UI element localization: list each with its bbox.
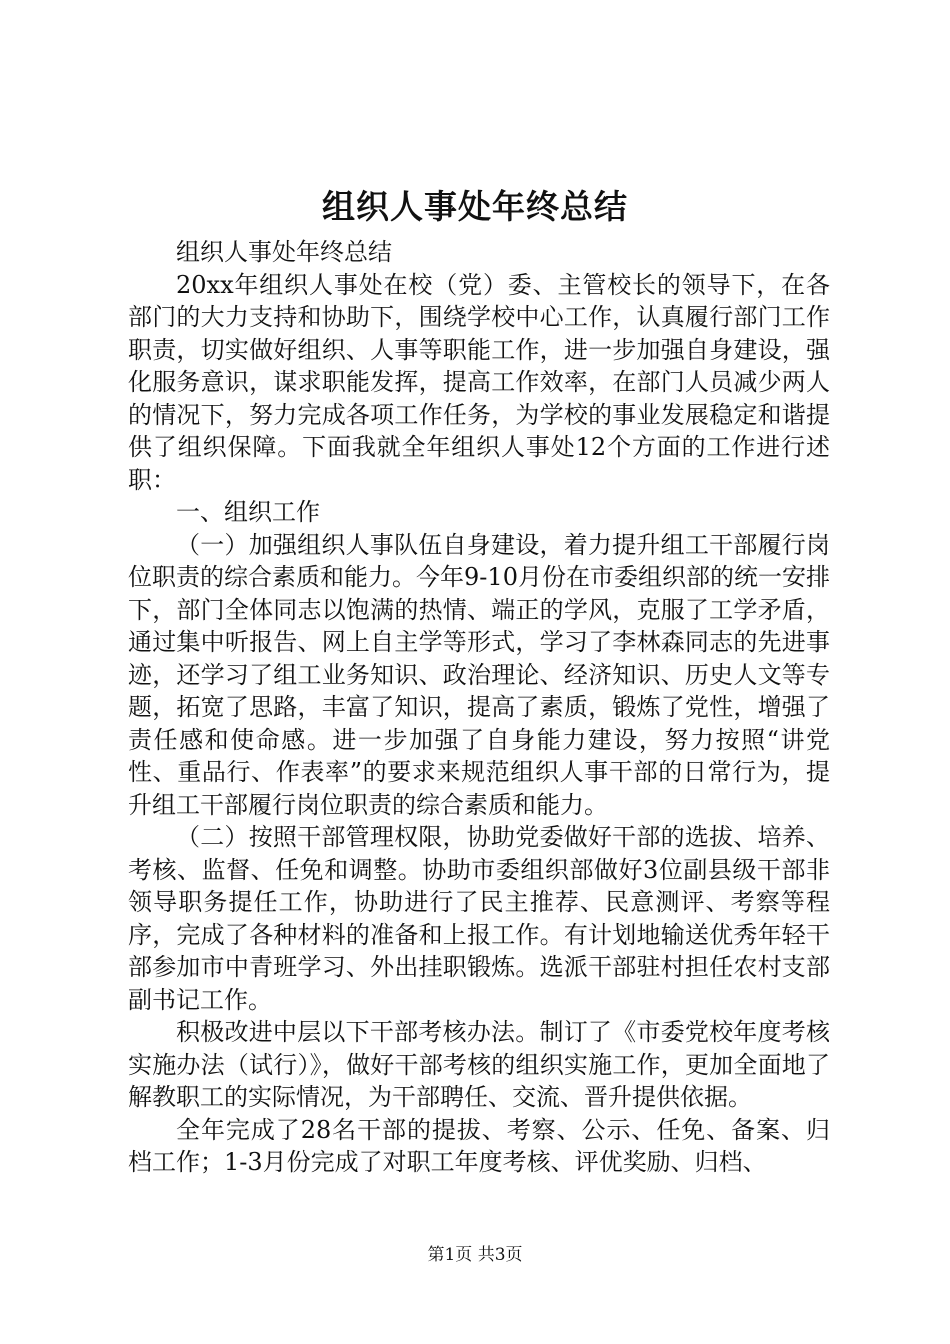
paragraph-assessment: 积极改进中层以下干部考核办法。制订了《市委党校年度考核实施办法（试行）》，做好干部考核的组织实施工作，更加全面地了解教职工的实际情况，为干部聘任、交流、晋升提供依据。: [128, 1018, 830, 1111]
paragraph-annual-work: 全年完成了28名干部的提拔、考察、公示、任免、备案、归档工作；1-3月份完成了对职工年度考核、评优奖励、归档、: [128, 1115, 830, 1176]
document-title: 组织人事处年终总结: [322, 187, 628, 226]
section-heading: 一、组织工作: [176, 498, 320, 526]
paragraph-section-1: （一）加强组织人事队伍自身建设，着力提升组工干部履行岗位职责的综合素质和能力。今年9-10月份在市委组织部的统一安排下，部门全体同志以饱满的热情、端正的学风，克服了工学矛盾，通过集中听报告、网上自主学等形式，学习了李林森同志的先进事迹，还学习了组工业务知识、政治理论、经济知识、历史人文等专题，拓宽了思路，丰富了知识，提高了素质，锻炼了党性，增强了责任感和使命感。进一步加强了自身能力建设，努力按照“讲党性、重品行、作表率”的要求来规范组织人事干部的日常行为，提升组工干部履行岗位职责的综合素质和能力。: [128, 530, 830, 819]
paragraph-section-2: （二）按照干部管理权限，协助党委做好干部的选拔、培养、考核、监督、任免和调整。协助市委组织部做好3位副县级干部非领导职务提任工作，协助进行了民主推荐、民意测评、考察等程序，完成了各种材料的准备和上报工作。有计划地输送优秀年轻干部参加市中青班学习、外出挂职锻炼。选派干部驻村担任农村支部副书记工作。: [128, 823, 830, 1014]
paragraph-intro: 20xx年组织人事处在校（党）委、主管校长的领导下，在各部门的大力支持和协助下，围绕学校中心工作，认真履行部门工作职责，切实做好组织、人事等职能工作，进一步加强自身建设，强化服务意识，谋求职能发挥，提高工作效率，在部门人员减少两人的情况下，努力完成各项工作任务，为学校的事业发展稳定和谐提供了组织保障。下面我就全年组织人事处12个方面的工作进行述职：: [128, 270, 830, 494]
document-body: [128, 236, 830, 1179]
paragraph-heading: 组织人事处年终总结: [176, 238, 392, 266]
page-footer: 第1页 共3页: [427, 1245, 523, 1265]
